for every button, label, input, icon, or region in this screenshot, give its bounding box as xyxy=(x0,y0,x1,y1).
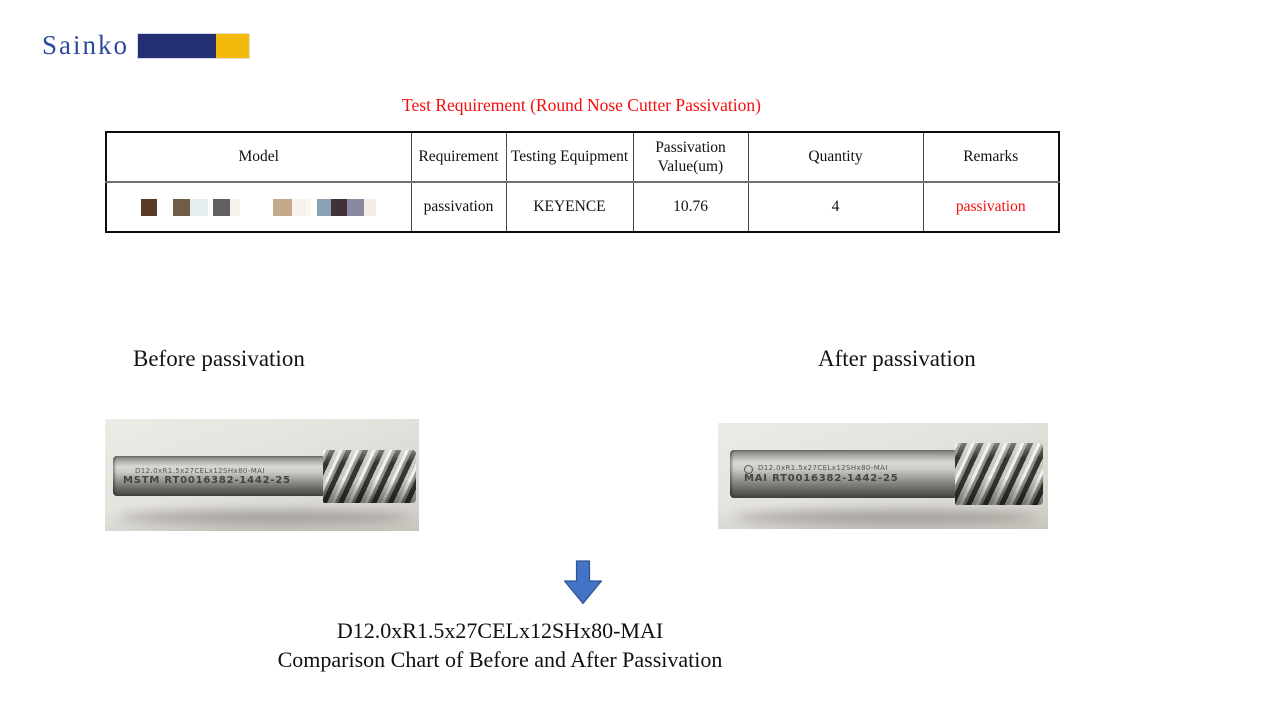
redacted-pixel-block xyxy=(347,199,364,216)
redacted-pixel-block xyxy=(173,199,190,216)
table-data-row xyxy=(106,182,1059,232)
col-header-quantity: Quantity xyxy=(748,132,923,182)
col-header-requirement: Requirement xyxy=(411,132,506,182)
down-arrow-icon xyxy=(563,560,603,610)
cell-model-redacted xyxy=(106,182,411,232)
tool-shadow xyxy=(734,511,1034,523)
redacted-pixel-block xyxy=(190,199,208,216)
tool-engraving-line2: MSTM RT0016382-1442-25 xyxy=(123,475,291,486)
table-header-row xyxy=(106,132,1059,182)
cutter-flutes xyxy=(955,443,1043,505)
redacted-pixel-block xyxy=(213,199,230,216)
cutter-shank xyxy=(730,450,955,498)
redacted-pixel-block xyxy=(141,199,157,216)
page-title: Test Requirement (Round Nose Cutter Passivation) xyxy=(402,95,761,115)
before-passivation-label: Before passivation xyxy=(133,346,305,371)
tool-engraving-line1: D12.0xR1.5x27CELx12SHx80-MAI xyxy=(135,467,265,475)
redacted-pixel-block xyxy=(230,199,240,216)
before-passivation-photo xyxy=(105,419,419,531)
cell-requirement: passivation xyxy=(411,182,506,232)
redacted-pixel-block xyxy=(364,199,376,216)
tool-shadow xyxy=(119,511,409,523)
cell-passivation-value: 10.76 xyxy=(633,182,748,232)
redacted-pixel-block xyxy=(317,199,331,216)
col-header-remarks: Remarks xyxy=(923,132,1059,182)
tool-engraving-line1: D12.0xR1.5x27CELx12SHx80-MAI xyxy=(758,464,888,472)
caption-model-line: D12.0xR1.5x27CELx12SHx80-MAI xyxy=(336,618,664,643)
redacted-pixel-block xyxy=(331,199,347,216)
redacted-pixel-block xyxy=(306,199,311,216)
cutter-flutes xyxy=(323,450,416,503)
col-header-passivation-value: Passivation Value(um) xyxy=(633,132,748,182)
cell-testing-equipment: KEYENCE xyxy=(506,182,633,232)
redacted-pixel-block xyxy=(273,199,292,216)
cutter-shank xyxy=(113,456,323,496)
brand-bar-gold xyxy=(216,33,250,59)
brand-logo-text: Sainko xyxy=(42,30,130,60)
after-passivation-label: After passivation xyxy=(818,346,976,371)
col-header-testing-equipment: Testing Equipment xyxy=(506,132,633,182)
test-requirement-table xyxy=(105,131,1060,233)
caption-chart-line: Comparison Chart of Before and After Passivation xyxy=(277,647,723,672)
after-passivation-photo xyxy=(718,423,1048,529)
redacted-pixel-block xyxy=(292,199,306,216)
col-header-model: Model xyxy=(106,132,411,182)
tool-engraving-line2: MAI RT0016382-1442-25 xyxy=(744,473,899,484)
comparison-caption xyxy=(240,616,760,674)
cell-remarks: passivation xyxy=(923,182,1059,232)
brand-bar-navy xyxy=(137,33,216,59)
cell-quantity: 4 xyxy=(748,182,923,232)
